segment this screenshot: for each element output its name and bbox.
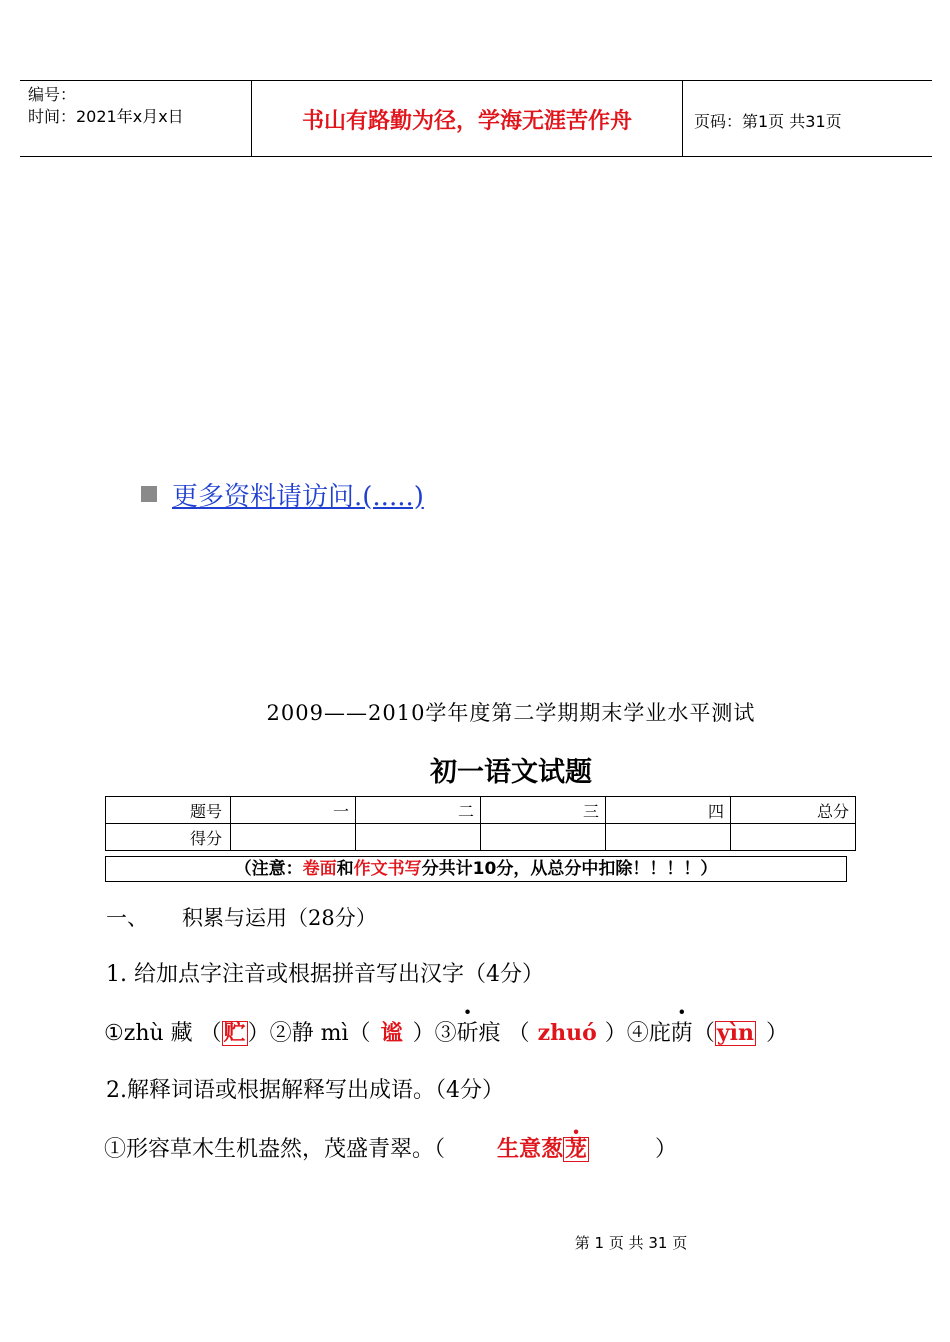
table-cell (356, 824, 481, 851)
table-cell: 四 (606, 797, 731, 824)
item-text: ）④庇 (604, 1021, 671, 1046)
table-cell (606, 824, 731, 851)
table-cell (731, 824, 856, 851)
table-cell: 二 (356, 797, 481, 824)
score-table (105, 796, 856, 851)
dotted-character: 斫 (456, 1021, 479, 1046)
notice-highlight: 作文书写 (353, 859, 422, 879)
answer-text: 生意葱 (497, 1136, 564, 1162)
notice-text: （注意： (234, 859, 303, 879)
table-cell: 三 (481, 797, 606, 824)
square-bullet-icon (141, 486, 157, 502)
item-text: ①zhù 藏 （ (104, 1021, 222, 1046)
notice-highlight: 卷面 (302, 859, 337, 879)
header-divider-right (682, 80, 683, 156)
item-text: ）③ (412, 1021, 457, 1046)
notice-text: 分共计10分，从总分中扣除！！！！） (421, 859, 718, 879)
answer-box: 贮 (223, 1020, 246, 1046)
header-number-label: 编号： (28, 85, 77, 104)
table-cell: 题号 (106, 797, 231, 824)
question-1-items (104, 1016, 788, 1047)
header-motto: 书山有路勤为径，学海无涯苦作舟 (301, 109, 632, 134)
table-cell: 总分 (731, 797, 856, 824)
table-row (106, 797, 856, 824)
exam-title: 2009——2010学年度第二学期期末学业水平测试 (266, 701, 756, 725)
table-cell: 得分 (106, 824, 231, 851)
item-text: ） (765, 1021, 788, 1046)
section-title: 积累与运用（28分） (182, 906, 377, 930)
page-footer: 第 1 页 共 31 页 (574, 1234, 688, 1252)
notice-box (105, 856, 847, 882)
table-row (106, 824, 856, 851)
header-bottom-rule (20, 156, 932, 157)
header-top-rule (20, 80, 932, 81)
item-text: ） (655, 1137, 678, 1162)
table-cell: 一 (231, 797, 356, 824)
notice-text: 和 (336, 859, 354, 879)
table-cell (231, 824, 356, 851)
question-2-item-1 (104, 1132, 677, 1163)
item-text: ①形容草木生机盎然，茂盛青翠。（ (104, 1137, 446, 1162)
exam-subject: 初一语文试题 (430, 757, 592, 788)
question-2-stem: 2.解释词语或根据解释写出成语。（4分） (106, 1078, 504, 1103)
item-text: （ (692, 1021, 715, 1046)
answer-box: 茏 (565, 1136, 588, 1162)
answer-text: zhuó (537, 1020, 597, 1046)
question-1-stem: 1. 给加点字注音或根据拼音写出汉字（4分） (106, 962, 544, 987)
table-cell (481, 824, 606, 851)
header-time-label: 时间：2021年x月x日 (28, 107, 184, 126)
more-resources-link[interactable]: 更多资料请访问.(.....) (172, 482, 424, 512)
item-text: ）②静 mì（ (247, 1021, 371, 1046)
item-text: 痕 （ (478, 1021, 530, 1046)
answer-text: 谧 (380, 1020, 403, 1046)
answer-box: yìn (716, 1020, 754, 1046)
section-number: 一、 (106, 906, 148, 930)
dotted-character: 荫 (670, 1021, 693, 1046)
header-page-info: 页码：第1页 共31页 (694, 112, 842, 131)
